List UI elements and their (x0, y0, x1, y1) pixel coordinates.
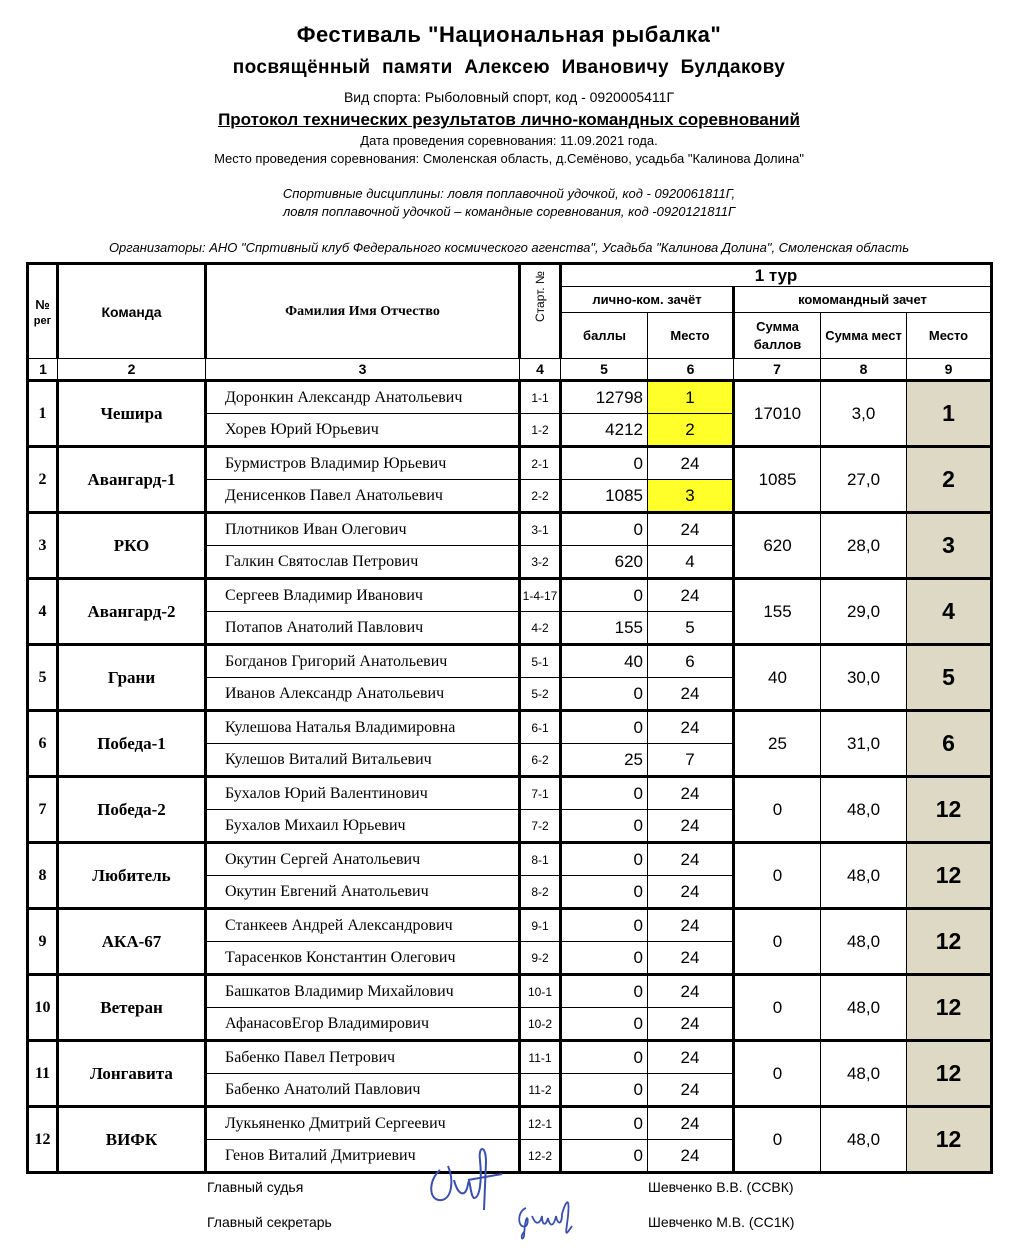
personal-place: 6 (648, 645, 734, 678)
team-name: Авангард-1 (58, 447, 206, 513)
team-sum-points: 25 (734, 711, 821, 777)
team-sum-places: 27,0 (821, 447, 907, 513)
participant-name: АфанасовЕгор Владимирович (206, 1008, 520, 1041)
reg-number: 8 (28, 843, 58, 909)
reg-number: 4 (28, 579, 58, 645)
personal-place: 24 (648, 909, 734, 942)
judge-signature (410, 1140, 510, 1220)
team-place: 5 (907, 645, 992, 711)
personal-points: 1085 (561, 480, 648, 513)
personal-points: 155 (561, 612, 648, 645)
start-number: 10-2 (520, 1008, 561, 1041)
team-place: 12 (907, 1107, 992, 1173)
team-name: Лонгавита (58, 1041, 206, 1107)
personal-place: 24 (648, 1041, 734, 1074)
reg-number: 3 (28, 513, 58, 579)
header-teamscore: комомандный зачет (734, 287, 992, 313)
personal-points: 0 (561, 579, 648, 612)
header-round: 1 тур (561, 264, 992, 287)
competition-place: Место проведения соревнования: Смоленская область, д.Семёново, усадьба "Калинова Долина" (214, 151, 804, 166)
team-sum-points: 0 (734, 777, 821, 843)
start-number: 1-2 (520, 414, 561, 447)
column-numbers-row (28, 359, 992, 381)
header-fio: Фамилия Имя Отчество (206, 264, 520, 359)
table-row (28, 579, 992, 612)
reg-number: 2 (28, 447, 58, 513)
team-name: Победа-1 (58, 711, 206, 777)
reg-number: 1 (28, 381, 58, 447)
personal-place: 3 (648, 480, 734, 513)
reg-number: 11 (28, 1041, 58, 1107)
judge-label: Главный судья (207, 1179, 304, 1195)
personal-points: 0 (561, 711, 648, 744)
participant-name: Кулешова Наталья Владимировна (206, 711, 520, 744)
team-name: Победа-2 (58, 777, 206, 843)
participant-name: Бурмистров Владимир Юрьевич (206, 447, 520, 480)
team-sum-places: 29,0 (821, 579, 907, 645)
competition-date: Дата проведения соревнования: 11.09.2021 года. (360, 133, 658, 148)
team-sum-places: 48,0 (821, 975, 907, 1041)
personal-points: 0 (561, 942, 648, 975)
personal-points: 0 (561, 1008, 648, 1041)
team-sum-places: 28,0 (821, 513, 907, 579)
start-number: 11-1 (520, 1041, 561, 1074)
start-number: 9-2 (520, 942, 561, 975)
personal-place: 24 (648, 876, 734, 909)
team-sum-points: 155 (734, 579, 821, 645)
table-row (28, 513, 992, 546)
team-place: 12 (907, 777, 992, 843)
team-place: 6 (907, 711, 992, 777)
participant-name: Доронкин Александр Анатольевич (206, 381, 520, 414)
personal-place: 24 (648, 843, 734, 876)
start-number: 7-2 (520, 810, 561, 843)
participant-name: Бухалов Юрий Валентинович (206, 777, 520, 810)
team-place: 12 (907, 909, 992, 975)
secretary-name: Шевченко М.В. (СС1К) (648, 1214, 795, 1230)
start-number: 3-2 (520, 546, 561, 579)
personal-points: 0 (561, 1074, 648, 1107)
personal-points: 0 (561, 447, 648, 480)
participant-name: Кулешов Виталий Витальевич (206, 744, 520, 777)
personal-points: 0 (561, 777, 648, 810)
participant-name: Бабенко Павел Петрович (206, 1041, 520, 1074)
column-number: 7 (734, 359, 821, 381)
participant-name: Богданов Григорий Анатольевич (206, 645, 520, 678)
secretary-signature (512, 1186, 582, 1246)
start-number: 3-1 (520, 513, 561, 546)
team-place: 12 (907, 1041, 992, 1107)
column-number: 5 (561, 359, 648, 381)
team-sum-points: 0 (734, 909, 821, 975)
participant-name: Лукьяненко Дмитрий Сергеевич (206, 1107, 520, 1140)
team-name: Ветеран (58, 975, 206, 1041)
column-number: 3 (206, 359, 520, 381)
start-number: 1-4-17 (520, 579, 561, 612)
personal-points: 0 (561, 975, 648, 1008)
table-row (28, 645, 992, 678)
header-personal: лично-ком. зачёт (561, 287, 734, 313)
start-number: 11-2 (520, 1074, 561, 1107)
disciplines-line-1: Спортивные дисциплины: ловля поплавочной удочкой, код - 0920061811Г, (282, 186, 736, 201)
personal-place: 24 (648, 777, 734, 810)
table-row (28, 381, 992, 414)
team-place: 4 (907, 579, 992, 645)
participant-name: Денисенков Павел Анатольевич (206, 480, 520, 513)
reg-number: 9 (28, 909, 58, 975)
start-number: 1-1 (520, 381, 561, 414)
personal-points: 25 (561, 744, 648, 777)
participant-name: Окутин Сергей Анатольевич (206, 843, 520, 876)
start-number: 12-2 (520, 1140, 561, 1173)
start-number: 2-2 (520, 480, 561, 513)
table-row (28, 975, 992, 1008)
start-number: 8-2 (520, 876, 561, 909)
personal-place: 7 (648, 744, 734, 777)
team-name: Грани (58, 645, 206, 711)
personal-place: 2 (648, 414, 734, 447)
festival-title: Фестиваль "Национальная рыбалка" (296, 22, 722, 47)
team-sum-places: 48,0 (821, 777, 907, 843)
column-number: 9 (907, 359, 992, 381)
header-reg: № рег (28, 264, 58, 359)
personal-points: 0 (561, 1140, 648, 1173)
participant-name: Плотников Иван Олегович (206, 513, 520, 546)
column-number: 8 (821, 359, 907, 381)
participant-name: Окутин Евгений Анатольевич (206, 876, 520, 909)
team-sum-places: 3,0 (821, 381, 907, 447)
personal-place: 24 (648, 711, 734, 744)
participant-name: Иванов Александр Анатольевич (206, 678, 520, 711)
team-sum-places: 48,0 (821, 843, 907, 909)
personal-points: 0 (561, 909, 648, 942)
header-place: Место (648, 313, 734, 359)
personal-place: 24 (648, 810, 734, 843)
team-name: Авангард-2 (58, 579, 206, 645)
participant-name: Потапов Анатолий Павлович (206, 612, 520, 645)
header-team-place: Место (907, 313, 992, 359)
team-sum-places: 31,0 (821, 711, 907, 777)
reg-number: 5 (28, 645, 58, 711)
team-name: Чешира (58, 381, 206, 447)
participant-name: Генов Виталий Дмитриевич (206, 1140, 520, 1173)
table-row (28, 843, 992, 876)
start-number: 9-1 (520, 909, 561, 942)
start-number: 6-1 (520, 711, 561, 744)
column-number: 6 (648, 359, 734, 381)
personal-points: 4212 (561, 414, 648, 447)
column-number: 1 (28, 359, 58, 381)
personal-place: 5 (648, 612, 734, 645)
personal-place: 24 (648, 1074, 734, 1107)
personal-points: 620 (561, 546, 648, 579)
start-number: 4-2 (520, 612, 561, 645)
table-row (28, 447, 992, 480)
personal-place: 24 (648, 513, 734, 546)
protocol-title: Протокол технических результатов лично-командных соревнований (218, 110, 800, 129)
header-start: Старт. № (520, 264, 561, 359)
header-sum-places: Сумма мест (821, 313, 907, 359)
team-name: РКО (58, 513, 206, 579)
team-sum-points: 0 (734, 1107, 821, 1173)
table-row (28, 909, 992, 942)
personal-points: 0 (561, 1107, 648, 1140)
team-sum-points: 40 (734, 645, 821, 711)
start-number: 12-1 (520, 1107, 561, 1140)
personal-place: 4 (648, 546, 734, 579)
personal-place: 24 (648, 678, 734, 711)
team-sum-points: 0 (734, 1041, 821, 1107)
start-number: 5-2 (520, 678, 561, 711)
start-number: 7-1 (520, 777, 561, 810)
header-team: Команда (58, 264, 206, 359)
header-points: баллы (561, 313, 648, 359)
team-place: 12 (907, 843, 992, 909)
participant-name: Станкеев Андрей Александрович (206, 909, 520, 942)
start-number: 8-1 (520, 843, 561, 876)
column-number: 2 (58, 359, 206, 381)
personal-place: 24 (648, 1140, 734, 1173)
personal-points: 0 (561, 876, 648, 909)
team-place: 3 (907, 513, 992, 579)
personal-points: 0 (561, 810, 648, 843)
team-sum-places: 48,0 (821, 1041, 907, 1107)
personal-place: 24 (648, 447, 734, 480)
personal-points: 0 (561, 513, 648, 546)
participant-name: Башкатов Владимир Михайлович (206, 975, 520, 1008)
personal-points: 0 (561, 678, 648, 711)
reg-number: 6 (28, 711, 58, 777)
personal-place: 24 (648, 1107, 734, 1140)
personal-place: 24 (648, 942, 734, 975)
participant-name: Бабенко Анатолий Павлович (206, 1074, 520, 1107)
team-sum-points: 620 (734, 513, 821, 579)
team-place: 2 (907, 447, 992, 513)
reg-number: 10 (28, 975, 58, 1041)
results-table (26, 262, 993, 1174)
disciplines-line-2: ловля поплавочной удочкой – командные соревнования, код -0920121811Г (282, 204, 736, 219)
sport-line: Вид спорта: Рыболовный спорт, код - 0920005411Г (343, 89, 675, 105)
team-place: 1 (907, 381, 992, 447)
team-sum-points: 1085 (734, 447, 821, 513)
reg-number: 7 (28, 777, 58, 843)
organizers-line: Организаторы: АНО "Спртивный клуб Федерального космического агенства", Усадьба "Калинова Долина", Смоленская область (108, 240, 910, 255)
column-number: 4 (520, 359, 561, 381)
personal-place: 24 (648, 1008, 734, 1041)
start-number: 5-1 (520, 645, 561, 678)
participant-name: Сергеев Владимир Иванович (206, 579, 520, 612)
team-sum-places: 48,0 (821, 1107, 907, 1173)
table-row (28, 1041, 992, 1074)
personal-place: 24 (648, 579, 734, 612)
team-name: АКА-67 (58, 909, 206, 975)
header-sum-points: Сумма баллов (734, 313, 821, 359)
festival-subtitle: посвящённый памяти Алексею Ивановичу Булдакову (232, 57, 786, 78)
team-sum-points: 0 (734, 975, 821, 1041)
team-sum-places: 48,0 (821, 909, 907, 975)
start-number: 2-1 (520, 447, 561, 480)
judge-name: Шевченко В.В. (ССВК) (648, 1179, 794, 1195)
start-number: 10-1 (520, 975, 561, 1008)
team-name: Любитель (58, 843, 206, 909)
table-row (28, 1107, 992, 1140)
secretary-label: Главный секретарь (207, 1214, 332, 1230)
personal-points: 0 (561, 843, 648, 876)
participant-name: Тарасенков Константин Олегович (206, 942, 520, 975)
table-row (28, 777, 992, 810)
participant-name: Бухалов Михаил Юрьевич (206, 810, 520, 843)
personal-points: 0 (561, 1041, 648, 1074)
team-sum-places: 30,0 (821, 645, 907, 711)
table-row (28, 711, 992, 744)
team-sum-points: 17010 (734, 381, 821, 447)
participant-name: Галкин Святослав Петрович (206, 546, 520, 579)
personal-place: 24 (648, 975, 734, 1008)
personal-points: 40 (561, 645, 648, 678)
team-sum-points: 0 (734, 843, 821, 909)
team-place: 12 (907, 975, 992, 1041)
team-name: ВИФК (58, 1107, 206, 1173)
personal-place: 1 (648, 381, 734, 414)
participant-name: Хорев Юрий Юрьевич (206, 414, 520, 447)
start-number: 6-2 (520, 744, 561, 777)
reg-number: 12 (28, 1107, 58, 1173)
personal-points: 12798 (561, 381, 648, 414)
